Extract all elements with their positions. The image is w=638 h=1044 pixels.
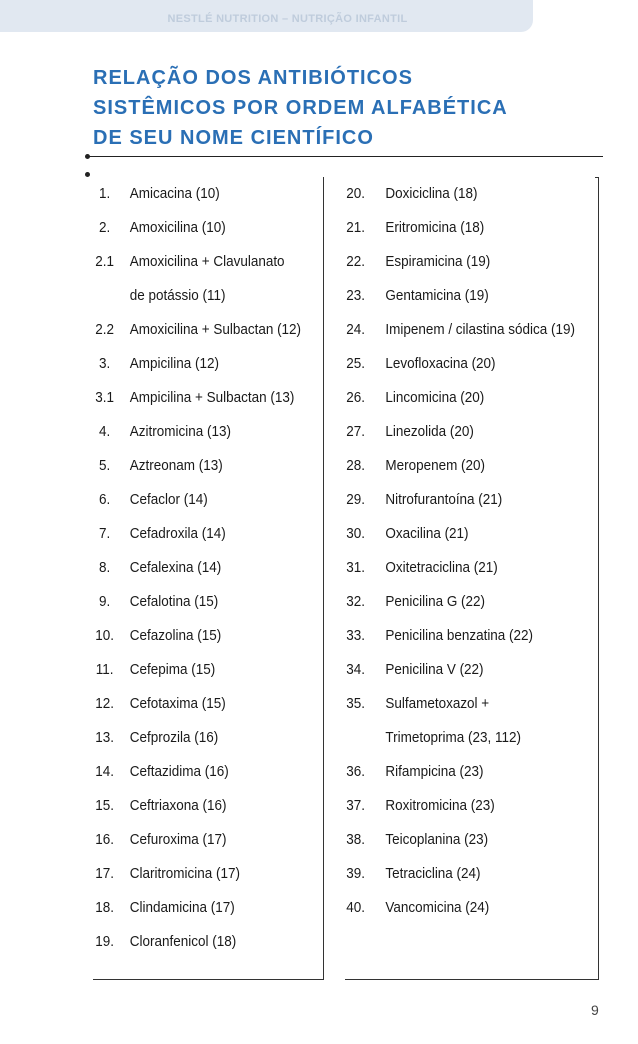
list-item: [337, 313, 575, 347]
list-item: [87, 551, 301, 585]
item-number: 7.: [99, 526, 111, 542]
item-number: 9.: [99, 594, 111, 610]
list-item: [87, 721, 301, 755]
list-item: [87, 789, 301, 823]
item-number: 33.: [346, 628, 365, 644]
list-item: [337, 823, 575, 857]
item-number: 34.: [346, 662, 365, 678]
title-line-1: RELAÇÃO DOS ANTIBIÓTICOS: [93, 67, 413, 89]
item-name: Trimetoprima (23, 112): [385, 730, 522, 746]
item-number: 39.: [346, 866, 365, 882]
item-number: 21.: [346, 220, 365, 236]
item-name: Teicoplanina (23): [385, 832, 489, 848]
item-name: Cefuroxima (17): [129, 832, 227, 848]
item-name: Oxacilina (21): [385, 526, 469, 542]
item-name: Cefepima (15): [129, 662, 216, 678]
item-number: 8.: [99, 560, 111, 576]
list-item: [87, 925, 301, 959]
list-item: [87, 687, 301, 721]
list-item: [337, 755, 575, 789]
item-number: 26.: [346, 390, 365, 406]
item-number: 2.1: [95, 254, 115, 270]
item-name: Aztreonam (13): [129, 458, 223, 474]
item-name: Espiramicina (19): [385, 254, 491, 270]
list-item: [87, 279, 301, 313]
list-item: [87, 653, 301, 687]
page-number: 9: [591, 1002, 599, 1018]
list-item: [87, 891, 301, 925]
item-name: Nitrofurantoína (21): [385, 492, 503, 508]
item-number: 18.: [95, 900, 115, 916]
list-item: [337, 177, 575, 211]
list-item: [87, 483, 301, 517]
item-number: 2.: [99, 220, 111, 236]
list-item: [337, 789, 575, 823]
item-name: Ceftazidima (16): [129, 764, 229, 780]
list-item: [337, 483, 575, 517]
item-number: 3.: [99, 356, 111, 372]
item-number: 37.: [346, 798, 365, 814]
item-name: Cefazolina (15): [129, 628, 222, 644]
item-name: Vancomicina (24): [385, 900, 490, 916]
item-number: 3.1: [95, 390, 115, 406]
antibiotic-list-right: [337, 177, 593, 925]
item-name: Amoxicilina (10): [129, 220, 226, 236]
item-number: 11.: [95, 662, 114, 678]
item-name: Cefaclor (14): [129, 492, 208, 508]
list-item: [337, 449, 575, 483]
list-item: [337, 857, 575, 891]
item-name: Ampicilina + Sulbactan (13): [129, 390, 295, 406]
list-item: [337, 381, 575, 415]
list-item: [337, 517, 575, 551]
list-item: [337, 415, 575, 449]
list-item: [337, 891, 575, 925]
item-name: Meropenem (20): [385, 458, 486, 474]
item-number: 38.: [346, 832, 365, 848]
item-number: 30.: [346, 526, 365, 542]
item-number: 35.: [346, 696, 365, 712]
item-number: 6.: [99, 492, 111, 508]
item-name: Gentamicina (19): [385, 288, 489, 304]
list-item: [337, 721, 575, 755]
list-item: [87, 517, 301, 551]
item-number: 36.: [346, 764, 365, 780]
item-name: Cefadroxila (14): [129, 526, 226, 542]
list-item: [337, 653, 575, 687]
list-item: [87, 245, 301, 279]
item-name: Ceftriaxona (16): [129, 798, 227, 814]
item-name: Cefalexina (14): [129, 560, 222, 576]
item-number: 25.: [346, 356, 365, 372]
item-number: 31.: [346, 560, 365, 576]
list-item: [337, 687, 575, 721]
list-item: [87, 415, 301, 449]
title-line-2: SISTÊMICOS POR ORDEM ALFABÉTICA: [93, 97, 508, 119]
list-item: [337, 551, 575, 585]
item-number: 40.: [346, 900, 365, 916]
item-name: Levofloxacina (20): [385, 356, 496, 372]
item-name: Amoxicilina + Clavulanato: [129, 254, 285, 270]
item-number: 19.: [95, 934, 115, 950]
item-name: Imipenem / cilastina sódica (19): [385, 322, 575, 338]
list-item: [87, 177, 301, 211]
list-item: [87, 449, 301, 483]
item-number: 2.2: [95, 322, 115, 338]
list-item: [87, 823, 301, 857]
item-number: 13.: [95, 730, 115, 746]
item-name: Clindamicina (17): [129, 900, 235, 916]
item-name: Cloranfenicol (18): [129, 934, 237, 950]
item-number: 5.: [99, 458, 111, 474]
page-title: [93, 63, 573, 153]
antibiotic-list-left: [87, 177, 317, 959]
item-name: Claritromicina (17): [129, 866, 240, 882]
rule-dot: [85, 154, 90, 159]
list-item: [87, 857, 301, 891]
item-name: Penicilina G (22): [385, 594, 486, 610]
list-item: [87, 585, 301, 619]
item-name: Sulfametoxazol +: [385, 696, 490, 712]
item-number: 23.: [346, 288, 365, 304]
list-item: [337, 211, 575, 245]
item-number: 12.: [95, 696, 115, 712]
item-name: Ampicilina (12): [129, 356, 219, 372]
list-item: [87, 381, 301, 415]
item-name: de potássio (11): [129, 288, 226, 304]
item-number: 10.: [95, 628, 115, 644]
item-name: Penicilina benzatina (22): [385, 628, 534, 644]
list-item: [87, 347, 301, 381]
item-name: Amoxicilina + Sulbactan (12): [129, 322, 302, 338]
item-number: 1.: [99, 186, 111, 202]
item-number: 20.: [346, 186, 365, 202]
item-name: Eritromicina (18): [385, 220, 485, 236]
item-number: 32.: [346, 594, 365, 610]
running-header: NESTLÉ NUTRITION – NUTRIÇÃO INFANTIL: [167, 13, 408, 25]
item-number: 28.: [346, 458, 365, 474]
item-name: Lincomicina (20): [385, 390, 485, 406]
title-rule: [87, 156, 603, 157]
item-number: 27.: [346, 424, 365, 440]
item-name: Linezolida (20): [385, 424, 474, 440]
list-item: [337, 245, 575, 279]
list-item: [337, 279, 575, 313]
item-name: Penicilina V (22): [385, 662, 484, 678]
list-item: [87, 619, 301, 653]
item-number: 4.: [99, 424, 111, 440]
item-name: Oxitetraciclina (21): [385, 560, 498, 576]
item-name: Cefotaxima (15): [129, 696, 226, 712]
item-number: 24.: [346, 322, 365, 338]
item-name: Cefprozila (16): [129, 730, 219, 746]
list-item: [87, 211, 301, 245]
item-number: 15.: [95, 798, 115, 814]
item-number: 22.: [346, 254, 365, 270]
list-item: [337, 619, 575, 653]
list-item: [337, 347, 575, 381]
title-line-3: DE SEU NOME CIENTÍFICO: [93, 127, 374, 149]
list-item: [87, 313, 301, 347]
item-name: Cefalotina (15): [129, 594, 219, 610]
list-item: [337, 585, 575, 619]
list-item: [87, 755, 301, 789]
item-name: Tetraciclina (24): [385, 866, 481, 882]
item-name: Amicacina (10): [129, 186, 220, 202]
item-number: 17.: [95, 866, 115, 882]
item-name: Doxiciclina (18): [385, 186, 478, 202]
item-number: 29.: [346, 492, 365, 508]
item-name: Azitromicina (13): [129, 424, 231, 440]
item-number: 14.: [95, 764, 115, 780]
item-number: 16.: [95, 832, 115, 848]
item-name: Rifampicina (23): [385, 764, 484, 780]
item-name: Roxitromicina (23): [385, 798, 495, 814]
